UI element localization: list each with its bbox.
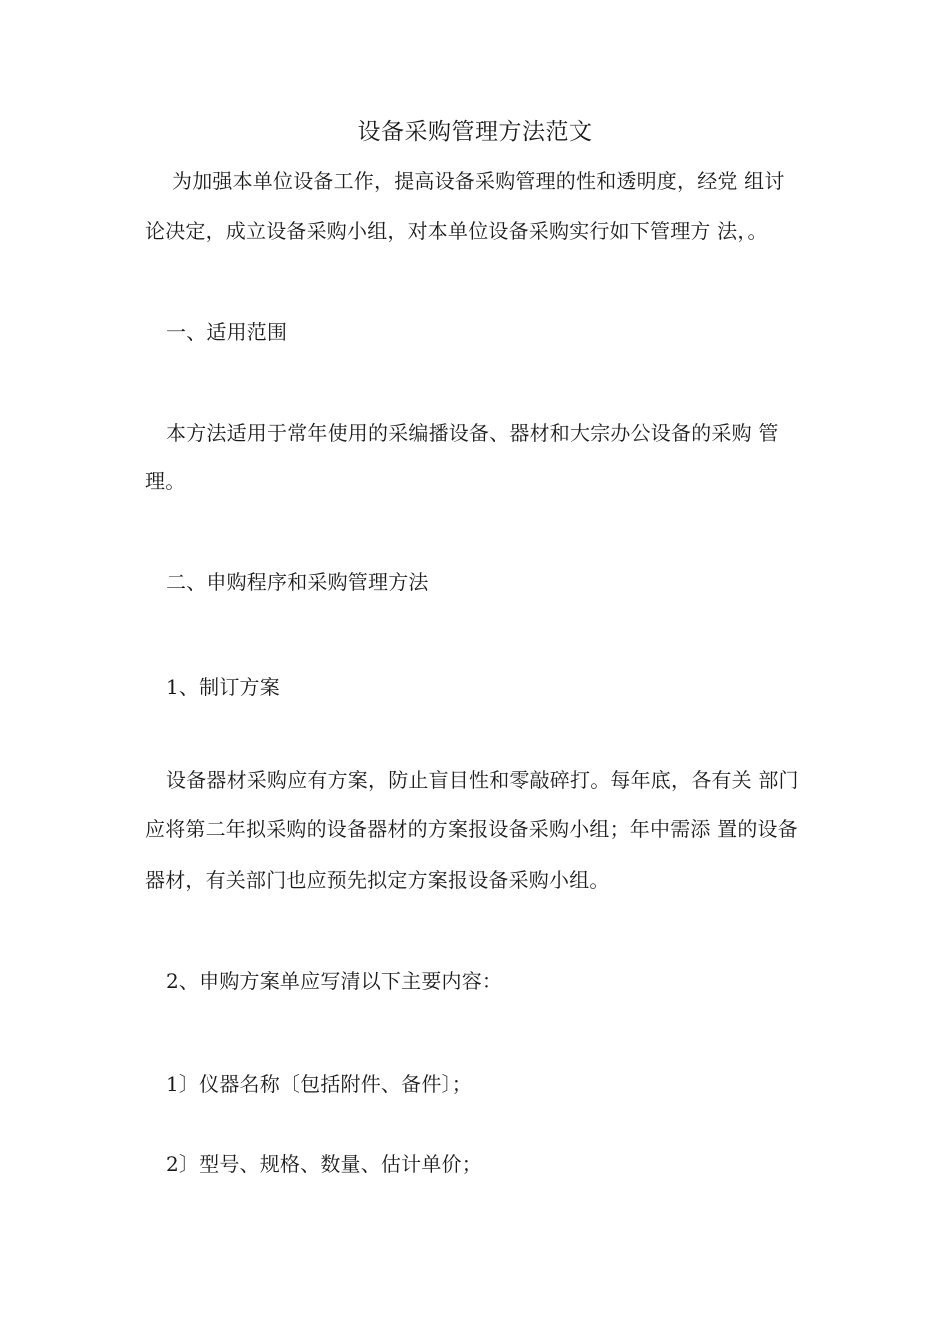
plan-line-2: 应将第二年拟采购的设备器材的方案报设备采购小组；年中需添 置的设备 — [145, 817, 798, 841]
intro-line-1: 为加强本单位设备工作，提高设备采购管理的性和透明度，经党 组讨 — [172, 169, 785, 193]
section-heading-procedure: 二、申购程序和采购管理方法 — [166, 570, 429, 594]
document-title: 设备采购管理方法范文 — [357, 119, 593, 145]
item-heading-plan: 1、制订方案 — [166, 675, 280, 699]
subitem-model-spec: 2〕型号、规格、数量、估计单价； — [166, 1152, 482, 1176]
scope-line-1: 本方法适用于常年使用的采编播设备、器材和大宗办公设备的采购 管 — [166, 421, 779, 445]
scope-line-2: 理。 — [145, 469, 186, 493]
section-heading-scope: 一、适用范围 — [166, 320, 288, 344]
intro-line-2: 论决定，成立设备采购小组，对本单位设备采购实行如下管理方 法，。 — [145, 219, 768, 243]
plan-line-3: 器材，有关部门也应预先拟定方案报设备采购小组。 — [145, 868, 610, 892]
item-heading-contents: 2、申购方案单应写清以下主要内容： — [166, 969, 503, 993]
plan-line-1: 设备器材采购应有方案，防止盲目性和零敲碎打。每年底，各有关 部门 — [166, 768, 799, 792]
subitem-instrument-name: 1〕仪器名称〔包括附件、备件〕； — [166, 1072, 472, 1096]
